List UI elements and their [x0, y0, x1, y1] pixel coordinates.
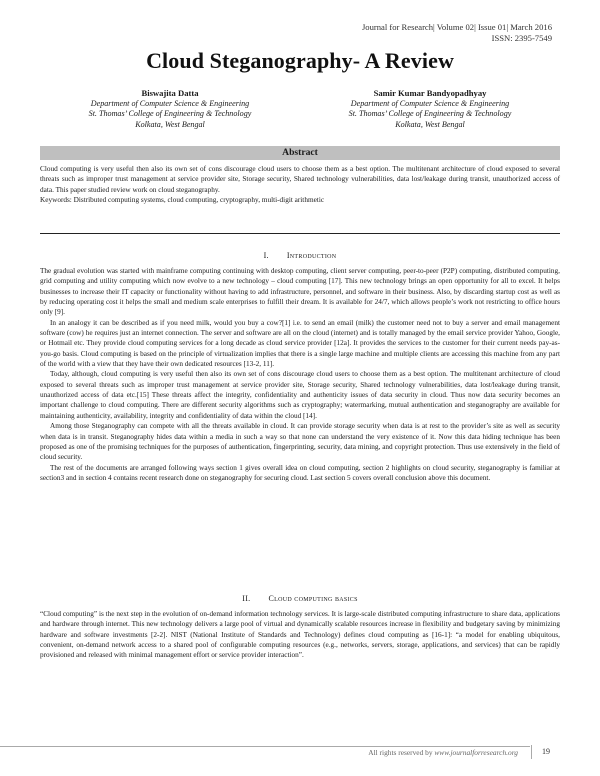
section-title: Cloud computing basics	[268, 594, 358, 603]
rights-text: All rights reserved by	[368, 748, 435, 757]
keywords: Keywords: Distributed computing systems, cloud computing, cryptography, multi-digit arithmetic	[40, 196, 325, 205]
abstract-divider	[40, 233, 560, 234]
author-dept: Department of Computer Science & Engineering	[350, 98, 510, 108]
paragraph: The gradual evolution was started with mainframe computing continuing with desktop computing, client server computing, peer-to-peer (P2P) computing, distributed computing, grid computing and utility computing which now evolve to a new technology – cloud computing [17]. This new technology brings an open opportunity for all to excel. It helps businesses to increase their IT capacity or functionality without having to add infrastructure, personnel, and software in their business. Also, by discarding startup cost as well as by reducing operating cost it helps the small and medium scale enterprises to fulfill their dream. It is available for 24/7, which allows people’s work not restricting to office hours only [9].	[40, 267, 560, 317]
paragraph: Among those Steganography can compete with all the threats available in cloud. It can provide storage security when data is at rest to the provider’s site as well as security when data is in transit. Steganography hides data within a media in such a way so that none can understand the very existence of it. Now this data hiding technique has been proposed as one of the promising techniques for the purposes of authentication, fingerprinting, security, data mining, and copyright protection. Thus use extensively in the field of cloud security.	[40, 422, 560, 462]
section-number: II.	[242, 594, 251, 603]
abstract-heading: Abstract	[40, 146, 560, 160]
paper-title: Cloud Steganography- A Review	[146, 48, 454, 73]
section-1-body	[40, 266, 560, 483]
author-location: Kolkata, West Bengal	[135, 119, 205, 129]
author-location: Kolkata, West Bengal	[395, 119, 465, 129]
section-number: I.	[263, 251, 269, 260]
author-college: St. Thomas’ College of Engineering & Technology	[88, 109, 252, 119]
section-title: Introduction	[286, 251, 337, 260]
footer-divider	[0, 746, 530, 747]
page-number: 19	[531, 745, 560, 759]
paragraph: In an analogy it can be described as if you need milk, would you buy a cow?[1] i.e. to send an email (milk) the customer need not to buy a server and email management software (cow) he requires just an internet connection. The server and software are all on the cloud (internet) and is totally managed by the email service provider Yahoo, Google, or Hotmail etc. They provide cloud computing services for a long decade as cloud service provider [12a]. It provides the services to the customer for their current needs pay-as-you-go basis. Cloud computing is based on the principle of virtualization implies that there is a single large machine and multiple clients are accessing this machine from any part of the world with a view that they have their own dedicated resources [13-2, 11].	[40, 318, 560, 369]
section-heading-2	[0, 594, 600, 603]
paragraph: Today, although, cloud computing is very useful then also its own set of cons discourage cloud users to choose them as a best option. The multitenant architecture of cloud exposed to several threats such as improper trust management at service provider site, Storage security, Shared technology vulnerabilities, data lost/leakage during transit, unauthorized access of data etc.[15] These threats affect the integrity, confidentiality and authenticity issues of data security in cloud. Thus now data security becomes an important challenge to cloud computing. There are different security algorithms such as cryptography; watermarking, mutual authentication and steganography are available for maintaining authenticity, availability, integrity and confidentiality of data within the cloud [14].	[40, 370, 560, 420]
abstract-body	[40, 164, 560, 206]
author-dept: Department of Computer Science & Engineering	[90, 98, 250, 108]
footer-rights	[368, 748, 518, 757]
author-block	[40, 88, 560, 134]
website-link[interactable]: www.journalforresearch.org	[434, 748, 518, 757]
author-name: Samir Kumar Bandyopadhyay	[373, 88, 487, 98]
section-heading-1	[0, 251, 600, 260]
author-2	[300, 88, 560, 130]
section-2-body	[40, 609, 560, 661]
issn: ISSN: 2395-7549	[491, 33, 552, 43]
author-1	[40, 88, 300, 130]
author-college: St. Thomas’ College of Engineering & Technology	[348, 109, 512, 119]
author-name: Biswajita Datta	[141, 88, 199, 98]
journal-header	[362, 22, 552, 44]
paragraph: The rest of the documents are arranged following ways section 1 gives overall idea on cloud computing, section 2 highlights on cloud security, steganography is familiar at section3 and in section 4 contains recent research done on steganography for securing cloud. Last section 5 covers overall conclusion above this document.	[40, 463, 560, 482]
paragraph: “Cloud computing” is the next step in the evolution of on-demand information technology services. It is large-scale distributed computing infrastructure to share data, applications and hardware through internet. This new technology delivers a large pool of virtual and dynamically scalable resources increase in flexibility and budgetary saving by minimizing hardware and software investments [2-2]. NIST (National Institute of Standards and Technology) defines cloud computing as [16-1]: “a model for enabling ubiquitous, convenient, on-demand network access to a shared pool of configurable computing resources (e.g., networks, servers, storage, applications, and services) that can be rapidly provisioned and released with minimal management effort or service provider interaction”.	[40, 610, 560, 660]
abstract-text: Cloud computing is very useful then also its own set of cons discourage cloud users to choose them as a best option. The multitenant architecture of cloud exposed to several threats such as improper trust management at service provider site, Storage security, Shared technology vulnerabilities, data lost/leakage during transit, unauthorized access of data. This paper studied review work on cloud steganography.	[40, 165, 560, 194]
journal-info: Journal for Research| Volume 02| Issue 01| March 2016	[361, 22, 552, 32]
